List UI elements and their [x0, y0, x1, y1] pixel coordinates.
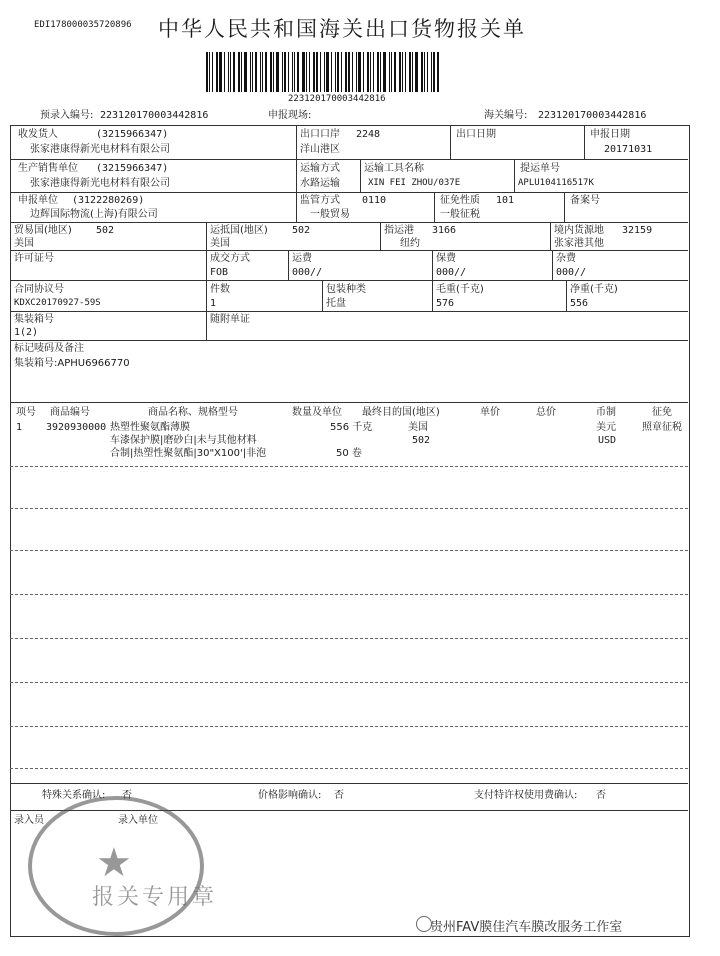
barcode-bar: [331, 52, 332, 92]
barcode-bar: [260, 52, 261, 92]
edi-number: EDI178000035720896: [34, 20, 132, 30]
freight-label: 运费: [292, 253, 312, 264]
source-value: 张家港其他: [554, 238, 604, 249]
barcode-bar: [356, 52, 357, 92]
barcode-bar: [337, 52, 339, 92]
port-value: 纽约: [400, 238, 420, 249]
barcode-bar: [265, 52, 267, 92]
barcode-number: 223120170003442816: [288, 94, 386, 104]
barcode-bar: [238, 52, 240, 92]
export-port-label: 出口口岸: [300, 129, 340, 140]
goods-header-qty: 数量及单位: [292, 407, 342, 418]
source-code: 32159: [622, 225, 653, 236]
declarer-label: 申报单位: [18, 195, 58, 206]
bill-label: 提运单号: [520, 163, 560, 174]
barcode-bar: [309, 52, 310, 92]
prerecord-label: 预录入编号:: [40, 110, 94, 121]
goods-header-item: 项号: [16, 407, 36, 418]
barcode-bar: [412, 52, 413, 92]
consignor-name: 张家港康得新光电材料有限公司: [30, 144, 170, 155]
goods-header-price: 单价: [480, 407, 500, 418]
barcode-bar: [252, 52, 253, 92]
tax-value: 一般征税: [440, 209, 480, 220]
barcode-bar: [415, 52, 418, 92]
bill-value: APLU104116517K: [518, 178, 594, 188]
insurance-label: 保费: [436, 253, 456, 264]
insurance-value: 000//: [436, 267, 467, 278]
barcode-bar: [380, 52, 381, 92]
barcode-bar: [389, 52, 390, 92]
customs-no-label: 海关编号:: [484, 110, 528, 121]
barcode-bar: [405, 52, 406, 92]
barcode-bar: [341, 52, 342, 92]
goods-qty-2: 50 卷: [336, 448, 362, 459]
seal-star-icon: ★: [96, 840, 132, 886]
barcode-bar: [345, 52, 347, 92]
barcode-bar: [377, 52, 379, 92]
transport-label: 运输方式: [300, 163, 340, 174]
gross-weight-value: 576: [436, 298, 455, 309]
goods-header-exemption: 征免: [652, 407, 672, 418]
goods-currency: 美元: [596, 422, 616, 433]
barcode-bar: [421, 52, 423, 92]
barcode-bar: [324, 52, 325, 92]
docs-label: 随附单证: [210, 314, 250, 325]
barcode-bar: [373, 52, 374, 92]
goods-qty-1: 556 千克: [330, 422, 373, 433]
barcode-bar: [241, 52, 242, 92]
port-label: 指运港: [384, 225, 414, 236]
transport-value: 水路运输: [300, 178, 340, 189]
barcode-bar: [348, 52, 350, 92]
barcode-bar: [313, 52, 315, 92]
consignor-label: 收发货人: [18, 129, 58, 140]
royalty-value: 否: [596, 790, 606, 801]
marks-label: 标记唛码及备注: [14, 343, 84, 354]
export-port-name: 洋山港区: [300, 144, 340, 155]
marks-container-no: 集装箱号:APHU6966770: [14, 358, 130, 369]
barcode-bar: [244, 52, 247, 92]
source-label: 境内货源地: [554, 225, 604, 236]
producer-name: 张家港康得新光电材料有限公司: [30, 178, 170, 189]
contract-label: 合同协议号: [14, 284, 64, 295]
barcode-bar: [288, 52, 289, 92]
barcode-bar: [250, 52, 251, 92]
goods-name-line-2: 车漆保护膜|磨砂白|未与其他材料: [110, 435, 257, 446]
barcode-bar: [437, 52, 439, 92]
barcode-bar: [262, 52, 263, 92]
barcode-bar: [233, 52, 235, 92]
tax-label: 征免性质: [440, 195, 480, 206]
barcode-bar: [326, 52, 329, 92]
barcode-bar: [394, 52, 396, 92]
goods-name-line-3: 合制|热塑性聚氨酯|30"X100'|非泡: [110, 448, 267, 459]
goods-header-currency: 币制: [596, 407, 616, 418]
goods-dest-code: 502: [412, 435, 431, 446]
barcode-bar: [294, 52, 295, 92]
goods-dest: 美国: [408, 422, 428, 433]
deal-label: 成交方式: [210, 253, 250, 264]
net-weight-value: 556: [570, 298, 589, 309]
barcode-bar: [216, 52, 218, 92]
dest-country-code: 502: [292, 225, 311, 236]
vehicle-label: 运输工具名称: [364, 163, 424, 174]
barcode-bar: [282, 52, 283, 92]
barcode-bar: [284, 52, 286, 92]
barcode-bar: [209, 52, 210, 92]
entry-unit-label: 录入单位: [118, 815, 158, 826]
misc-value: 000//: [556, 267, 587, 278]
vehicle-value: XIN FEI ZHOU/037E: [368, 178, 461, 188]
record-label: 备案号: [570, 195, 600, 206]
barcode-bar: [370, 52, 371, 92]
dest-country-value: 美国: [210, 238, 230, 249]
goods-hs-code: 3920930000: [46, 422, 107, 433]
declare-date-value: 20171031: [604, 144, 653, 155]
barcode-bar: [255, 52, 257, 92]
package-label: 包装种类: [326, 284, 366, 295]
container-value: 1(2): [14, 327, 39, 338]
royalty-label: 支付特许权使用费确认:: [474, 790, 578, 801]
export-port-code: 2248: [356, 129, 381, 140]
customs-no-value: 223120170003442816: [538, 110, 647, 121]
declare-date-label: 申报日期: [590, 129, 630, 140]
barcode-bar: [399, 52, 401, 92]
barcode-bar: [276, 52, 279, 92]
barcode-bar: [270, 52, 272, 92]
barcode-bar: [433, 52, 435, 92]
barcode-bar: [391, 52, 392, 92]
barcode-bar: [228, 52, 229, 92]
barcode-bar: [363, 52, 364, 92]
supervision-label: 监管方式: [300, 195, 340, 206]
export-date-label: 出口日期: [456, 129, 496, 140]
contract-value: KDXC20170927-59S: [14, 298, 101, 308]
deal-value: FOB: [210, 267, 229, 278]
barcode-bar: [427, 52, 428, 92]
goods-header-total: 总价: [536, 407, 556, 418]
barcode-bar: [306, 52, 307, 92]
barcode-bar: [297, 52, 299, 92]
barcode-bar: [230, 52, 231, 92]
net-weight-label: 净重(千克): [570, 284, 618, 295]
barcode-bar: [219, 52, 222, 92]
price-impact-value: 否: [334, 790, 344, 801]
pieces-label: 件数: [210, 284, 230, 295]
barcode-bar: [320, 52, 321, 92]
goods-currency-code: USD: [598, 435, 617, 446]
special-relation-label: 特殊关系确认:: [42, 790, 106, 801]
declare-site-label: 申报现场:: [268, 110, 312, 121]
consignor-code: (3215966347): [96, 129, 169, 140]
goods-name-line-1: 热塑性聚氨酯薄膜: [110, 422, 190, 433]
supervision-code: 0110: [362, 195, 387, 206]
tax-code: 101: [496, 195, 515, 206]
goods-header-name: 商品名称、规格型号: [148, 407, 238, 418]
barcode-bar: [292, 52, 293, 92]
producer-code: (3215966347): [96, 163, 169, 174]
misc-label: 杂费: [556, 253, 576, 264]
barcode-bar: [383, 52, 386, 92]
producer-label: 生产销售单位: [18, 163, 78, 174]
container-label: 集装箱号: [14, 314, 54, 325]
special-relation-value: 否: [122, 790, 132, 801]
license-label: 许可证号: [14, 253, 54, 264]
trade-country-label: 贸易国(地区): [14, 225, 72, 236]
barcode-bar: [358, 52, 361, 92]
barcode-bar: [352, 52, 353, 92]
supervision-value: 一般贸易: [310, 209, 350, 220]
document-title: 中华人民共和国海关出口货物报关单: [158, 17, 526, 41]
freight-value: 000//: [292, 267, 323, 278]
declarer-code: (3122280269): [72, 195, 145, 206]
watermark-text: 贵州FAV膜佳汽车膜改服务工作室: [430, 920, 623, 935]
goods-item-no: 1: [16, 422, 23, 433]
pieces-value: 1: [210, 298, 217, 309]
barcode-bar: [409, 52, 411, 92]
barcode-bar: [212, 52, 213, 92]
seal-text: 报关专用章: [92, 885, 218, 910]
barcode-bar: [273, 52, 274, 92]
goods-header-hs: 商品编号: [50, 407, 90, 418]
trade-country-code: 502: [96, 225, 115, 236]
entry-clerk-label: 录入员: [14, 815, 44, 826]
goods-exemption: 照章征税: [642, 422, 682, 433]
declarer-name: 边辉国际物流(上海)有限公司: [30, 209, 158, 220]
barcode: [206, 52, 442, 92]
gross-weight-label: 毛重(千克): [436, 284, 484, 295]
dest-country-label: 运抵国(地区): [210, 225, 268, 236]
package-value: 托盘: [326, 298, 346, 309]
barcode-bar: [402, 52, 403, 92]
barcode-bar: [424, 52, 425, 92]
barcode-bar: [431, 52, 432, 92]
barcode-bar: [224, 52, 225, 92]
price-impact-label: 价格影响确认:: [258, 790, 322, 801]
goods-header-dest: 最终目的国(地区): [362, 407, 440, 418]
barcode-bar: [335, 52, 336, 92]
barcode-bar: [367, 52, 369, 92]
barcode-bar: [302, 52, 305, 92]
port-code: 3166: [432, 225, 457, 236]
barcode-bar: [316, 52, 318, 92]
trade-country-value: 美国: [14, 238, 34, 249]
prerecord-value: 223120170003442816: [100, 110, 209, 121]
barcode-bar: [206, 52, 208, 92]
